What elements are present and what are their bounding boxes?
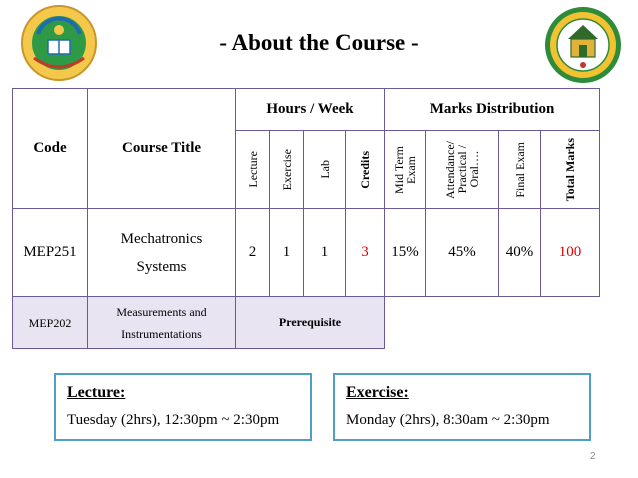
header-attendance: [426, 131, 499, 209]
header-total-marks: [541, 131, 600, 209]
header-lab-label: Lab: [317, 160, 332, 179]
prereq-title-line2: Instrumentations: [121, 326, 202, 341]
header-mid-term-line2: Exam: [404, 155, 418, 184]
course-final-exam: 40%: [499, 209, 541, 297]
course-mid-term: 15%: [385, 209, 426, 297]
header-attendance-line2: Practical /: [455, 145, 469, 194]
table-row: [13, 209, 600, 297]
header-course-title: Course Title: [88, 89, 236, 209]
header-code: Code: [13, 89, 88, 209]
exercise-schedule-box: [333, 373, 591, 441]
page-title: - About the Course -: [219, 30, 419, 55]
page-number: 2: [590, 451, 596, 462]
course-credits: 3: [346, 209, 385, 297]
course-title: [88, 209, 236, 297]
course-title-line1: Mechatronics: [120, 230, 203, 247]
header-total-marks-label: Total Marks: [563, 137, 577, 202]
header-lab: [304, 131, 346, 209]
exercise-heading: Exercise:: [346, 384, 409, 401]
prereq-empty: [385, 297, 600, 349]
header-marks-distribution: Marks Distribution: [385, 89, 600, 131]
prereq-title-line1: Measurements and: [116, 304, 207, 319]
course-table: [12, 88, 600, 349]
header-lecture: [236, 131, 270, 209]
header-exercise-label: Exercise: [279, 148, 294, 191]
header-final-exam-label: Final Exam: [512, 141, 527, 198]
header-hours-week: Hours / Week: [236, 89, 385, 131]
course-title-line2: Systems: [136, 258, 187, 275]
header-mid-term-line1: Mid Term: [392, 145, 406, 194]
course-lab-hours: 1: [304, 209, 346, 297]
header-credits: [346, 131, 385, 209]
table-row-prerequisite: [13, 297, 600, 349]
header-attendance-line3: Oral….: [467, 151, 481, 188]
exercise-time: Monday (2hrs), 8:30am ~ 2:30pm: [346, 412, 550, 428]
header-final-exam: [499, 131, 541, 209]
header-mid-term: [385, 131, 426, 209]
course-attendance: 45%: [426, 209, 499, 297]
lecture-time: Tuesday (2hrs), 12:30pm ~ 2:30pm: [67, 412, 280, 428]
header-lecture-label: Lecture: [245, 151, 260, 188]
prereq-label: Prerequisite: [236, 297, 385, 349]
header-credits-label: Credits: [358, 150, 372, 189]
prereq-title: [88, 297, 236, 349]
course-exercise-hours: 1: [270, 209, 304, 297]
course-lecture-hours: 2: [236, 209, 270, 297]
lecture-schedule-box: [54, 373, 312, 441]
header-exercise: [270, 131, 304, 209]
header-attendance-line1: Attendance/: [443, 140, 457, 199]
course-total-marks: 100: [541, 209, 600, 297]
prereq-code: MEP202: [13, 297, 88, 349]
lecture-heading: Lecture:: [67, 384, 126, 401]
course-code: MEP251: [13, 209, 88, 297]
